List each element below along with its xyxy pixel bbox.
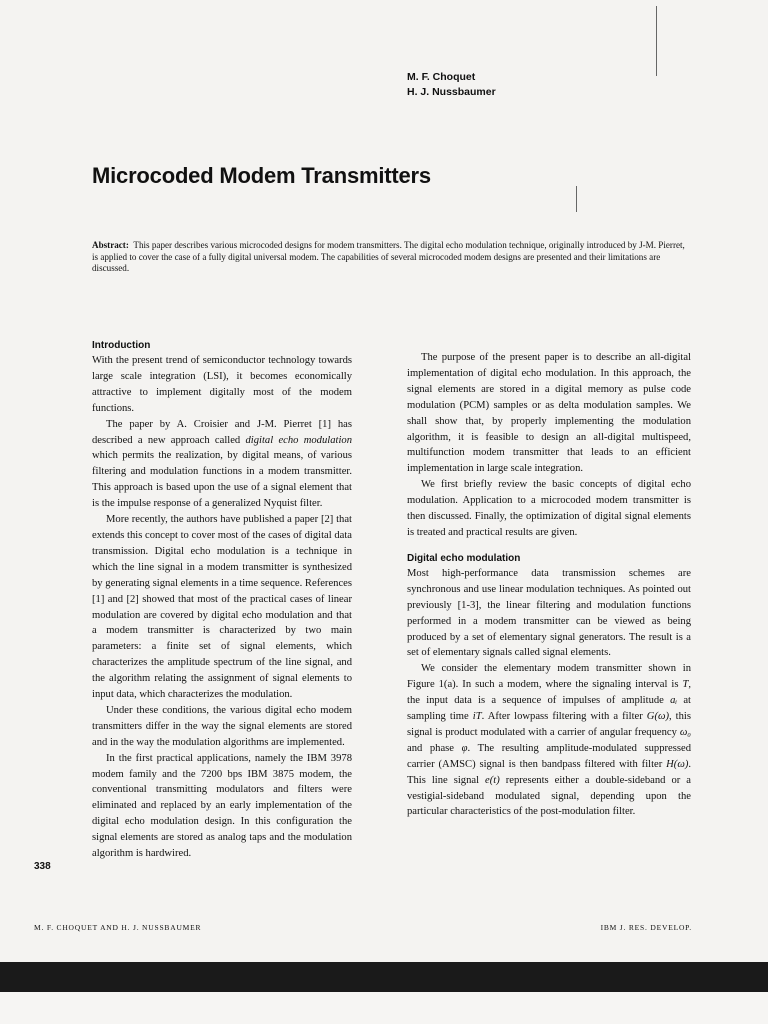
scan-mark xyxy=(656,6,657,76)
paragraph: In the first practical applications, namely the IBM 3978 modem family and the 7200 bps IBM 3875 modem, the conventional transmitting modulators and filters were eliminated and replaced by an early implementation of the digital echo modulation design. In this configuration the signal elements are stored as analog taps and the modulation algorithm is hardwired. xyxy=(92,752,352,860)
paragraph: We consider the elementary modem transmitter shown in Figure 1(a). In such a modem, where the signaling interval is T, the input data is a sequence of impulses of amplitude aᵢ at sampling time iT. After lowpass filtering with a filter G(ω), this signal is product modulated with a carrier of angular frequency ω₀ and phase φ. The resulting amplitude-modulated suppressed carrier (AMSC) signal is then bandpass filtered with filter H(ω). This line signal e(t) represents either a double-sideband or a vestigial-sideband modulated signal, depending upon the particular characteristics of the post-modulation filter. xyxy=(407,663,692,818)
abstract xyxy=(92,240,692,275)
paragraph: With the present trend of semiconductor technology towards large scale integration (LSI), it becomes economically attractive to implement digitally most of the modem functions. xyxy=(92,355,352,414)
author-name: M. F. Choquet xyxy=(407,71,476,83)
abstract-text: This paper describes various microcoded designs for modem transmitters. The digital echo modulation technique, originally introduced by J-M. Pierret, is applied to cover the case of a fully digital universal modem. The capabilities of several microcoded modem designs are presented and their limitations are discussed. xyxy=(92,240,685,274)
paragraph: More recently, the authors have published a paper [2] that extends this concept to cover most of the cases of digital data transmission. Digital echo modulation is a technique in which the line signal in a modem transmitter is synthesized by generating signal elements in a time sequence. References [1] and [2] showed that most of the practical cases of linear modulation are covered by digital echo modulation and that a modem transmitter is characterized by two main parameters: a finite set of signal elements, which characterizes the amplitude spectrum of the line signal, and the algorithm relating the assignment of signal elements to input data, which characterizes the modulation. xyxy=(92,514,352,701)
paragraph: The paper by A. Croisier and J-M. Pierret [1] has described a new approach called digital echo modulation which permits the realization, by digital means, of various filtering and modulation functions in a modem transmitter. This approach is based upon the use of a signal element that is the impulse response of a generalized Nyquist filter. xyxy=(92,418,352,510)
abstract-label: Abstract: xyxy=(92,240,129,250)
paragraph: We first briefly review the basic concepts of digital echo modulation. Application to a microcoded modem transmitter is then discussed. Finally, the optimization of digital signal elements is treated and practical results are given. xyxy=(407,479,691,538)
right-column xyxy=(407,350,691,820)
footer-journal: IBM J. RES. DEVELOP. xyxy=(600,923,692,932)
section-heading-introduction: Introduction xyxy=(92,340,151,351)
left-column xyxy=(92,338,352,862)
paper-title: Microcoded Modem Transmitters xyxy=(92,163,431,188)
page-number: 338 xyxy=(34,861,51,872)
scan-mark xyxy=(576,186,577,212)
next-page-edge xyxy=(0,992,768,1024)
author-list xyxy=(407,70,496,99)
paragraph: Most high-performance data transmission schemes are synchronous and use linear modulation techniques. As pointed out previously [1-3], the linear filtering and modulation functions performed in a modem transmitter can be viewed as being produced by a set of elementary signal generators. The result is a set of elementary signals called signal elements. xyxy=(407,567,691,659)
footer-authors: M. F. CHOQUET AND H. J. NUSSBAUMER xyxy=(34,923,202,932)
paragraph: The purpose of the present paper is to describe an all-digital implementation of digital echo modulation. In this approach, the signal elements are stored in a digital memory as pulse code modulation (PCM) samples or as delta modulation samples. We shall show that, by properly implementing the modulation algorithm, it is feasible to design an all-digital multispeed, multifunction modem transmitter that leads to an efficient implementation in large scale integration. xyxy=(407,352,691,475)
paragraph: Under these conditions, the various digital echo modem transmitters differ in the way the signal elements are stored and in the way the modulation algorithms are implemented. xyxy=(92,704,352,748)
section-heading-digital-echo: Digital echo modulation xyxy=(407,552,521,564)
author-name: H. J. Nussbaumer xyxy=(407,85,496,98)
